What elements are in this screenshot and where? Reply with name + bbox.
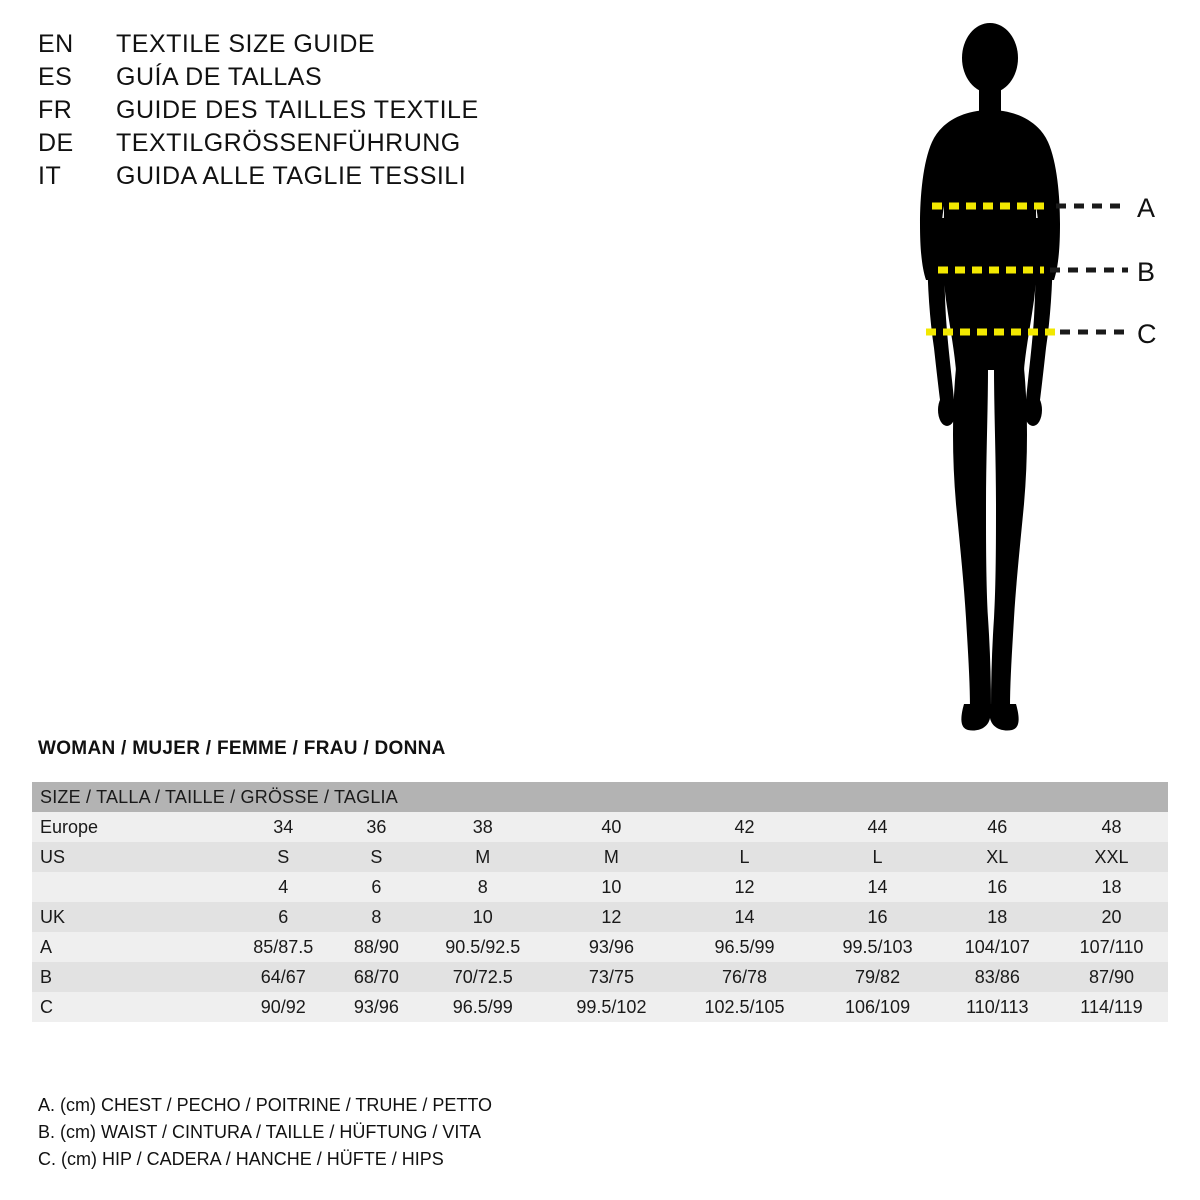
cell: 90.5/92.5 — [445, 936, 521, 957]
row-label-b: B — [40, 966, 53, 987]
table-row — [32, 872, 1168, 902]
cell: 102.5/105 — [704, 996, 785, 1017]
cell: 14 — [734, 906, 755, 927]
cell: 42 — [734, 816, 755, 837]
cell: 99.5/102 — [576, 996, 647, 1017]
cell: M — [603, 846, 619, 867]
cell: 16 — [987, 876, 1008, 897]
cell: 18 — [987, 906, 1008, 927]
table-row — [32, 992, 1168, 1022]
title-text-fr: GUIDE DES TAILLES TEXTILE — [116, 96, 479, 124]
cell: 96.5/99 — [452, 996, 513, 1017]
table-row — [32, 842, 1168, 872]
body-measurement-figure — [860, 18, 1190, 738]
size-table — [32, 782, 1168, 1022]
cell: 14 — [867, 876, 888, 897]
cell: 8 — [371, 906, 382, 927]
table-row — [32, 812, 1168, 842]
title-row-en — [38, 30, 658, 63]
cell: 83/86 — [974, 966, 1020, 987]
cell: 12 — [601, 906, 622, 927]
row-label-europe: Europe — [40, 816, 99, 837]
cell: 110/113 — [966, 996, 1029, 1017]
cell: 68/70 — [353, 966, 399, 987]
row-label-us: US — [40, 846, 66, 867]
cell: 87/90 — [1088, 966, 1135, 987]
cell: 8 — [477, 876, 488, 897]
row-label-us-numeric — [32, 872, 230, 902]
measure-label-b: B — [1137, 257, 1156, 287]
cell: L — [739, 846, 750, 867]
cell: 106/109 — [845, 996, 911, 1017]
cell: 48 — [1101, 816, 1122, 837]
legend — [38, 1092, 492, 1173]
cell: 73/75 — [588, 966, 634, 987]
table-row — [32, 932, 1168, 962]
cell: 18 — [1101, 876, 1122, 897]
cell: 64/67 — [260, 966, 306, 987]
language-code-fr: FR — [38, 96, 73, 124]
cell: 6 — [371, 876, 382, 897]
title-row-it — [38, 162, 658, 195]
cell: 10 — [472, 906, 493, 927]
cell: 107/110 — [1079, 936, 1144, 957]
cell: 38 — [472, 816, 493, 837]
cell: XL — [986, 846, 1009, 867]
row-label-c: C — [40, 996, 53, 1017]
cell: 46 — [987, 816, 1008, 837]
language-code-de: DE — [38, 129, 74, 157]
legend-item-b: B. (cm) WAIST / CINTURA / TAILLE / HÜFTUNG / VITA — [38, 1122, 482, 1142]
cell: 85/87.5 — [253, 936, 314, 957]
language-code-es: ES — [38, 63, 73, 91]
measure-label-a: A — [1137, 193, 1156, 223]
cell: 36 — [366, 816, 387, 837]
language-code-it: IT — [38, 162, 62, 190]
cell: 20 — [1101, 906, 1122, 927]
cell: 6 — [278, 906, 289, 927]
legend-item-c: C. (cm) HIP / CADERA / HANCHE / HÜFTE / HIPS — [38, 1149, 444, 1169]
legend-item-a: A. (cm) CHEST / PECHO / POITRINE / TRUHE / PETTO — [38, 1095, 493, 1115]
cell: 16 — [867, 906, 888, 927]
cell: 44 — [867, 816, 888, 837]
cell: 34 — [273, 816, 294, 837]
title-block — [38, 30, 658, 195]
cell: S — [370, 846, 383, 867]
title-row-de — [38, 129, 658, 162]
cell: 99.5/103 — [842, 936, 913, 957]
cell: 12 — [734, 876, 755, 897]
title-row-es — [38, 63, 658, 96]
cell: 96.5/99 — [714, 936, 775, 957]
cell: 70/72.5 — [452, 966, 513, 987]
table-header-label: SIZE / TALLA / TAILLE / GRÖSSE / TAGLIA — [40, 786, 398, 807]
cell: 104/107 — [964, 936, 1030, 957]
cell: 10 — [601, 876, 622, 897]
title-text-it: GUIDA ALLE TAGLIE TESSILI — [116, 162, 467, 190]
title-text-es: GUÍA DE TALLAS — [116, 63, 323, 91]
cell: S — [277, 846, 290, 867]
cell: 76/78 — [721, 966, 768, 987]
cell: 90/92 — [260, 996, 306, 1017]
table-row — [32, 902, 1168, 932]
section-heading-woman: WOMAN / MUJER / FEMME / FRAU / DONNA — [38, 738, 446, 759]
cell: 88/90 — [353, 936, 399, 957]
title-row-fr — [38, 96, 658, 129]
cell: 79/82 — [855, 966, 901, 987]
language-code-en: EN — [38, 30, 74, 58]
row-label-uk: UK — [40, 906, 66, 927]
title-text-en: TEXTILE SIZE GUIDE — [116, 30, 376, 58]
table-header-row — [32, 782, 1168, 812]
cell: L — [872, 846, 883, 867]
title-text-de: TEXTILGRÖSSENFÜHRUNG — [116, 129, 461, 157]
cell: 93/96 — [588, 936, 634, 957]
cell: 114/119 — [1080, 996, 1143, 1017]
cell: 4 — [278, 876, 289, 897]
row-label-a: A — [40, 936, 53, 957]
cell: XXL — [1094, 846, 1129, 867]
cell: M — [475, 846, 491, 867]
female-silhouette-icon — [920, 23, 1060, 731]
measure-label-c: C — [1137, 319, 1157, 349]
cell: 40 — [601, 816, 622, 837]
table-row — [32, 962, 1168, 992]
cell: 93/96 — [353, 996, 399, 1017]
